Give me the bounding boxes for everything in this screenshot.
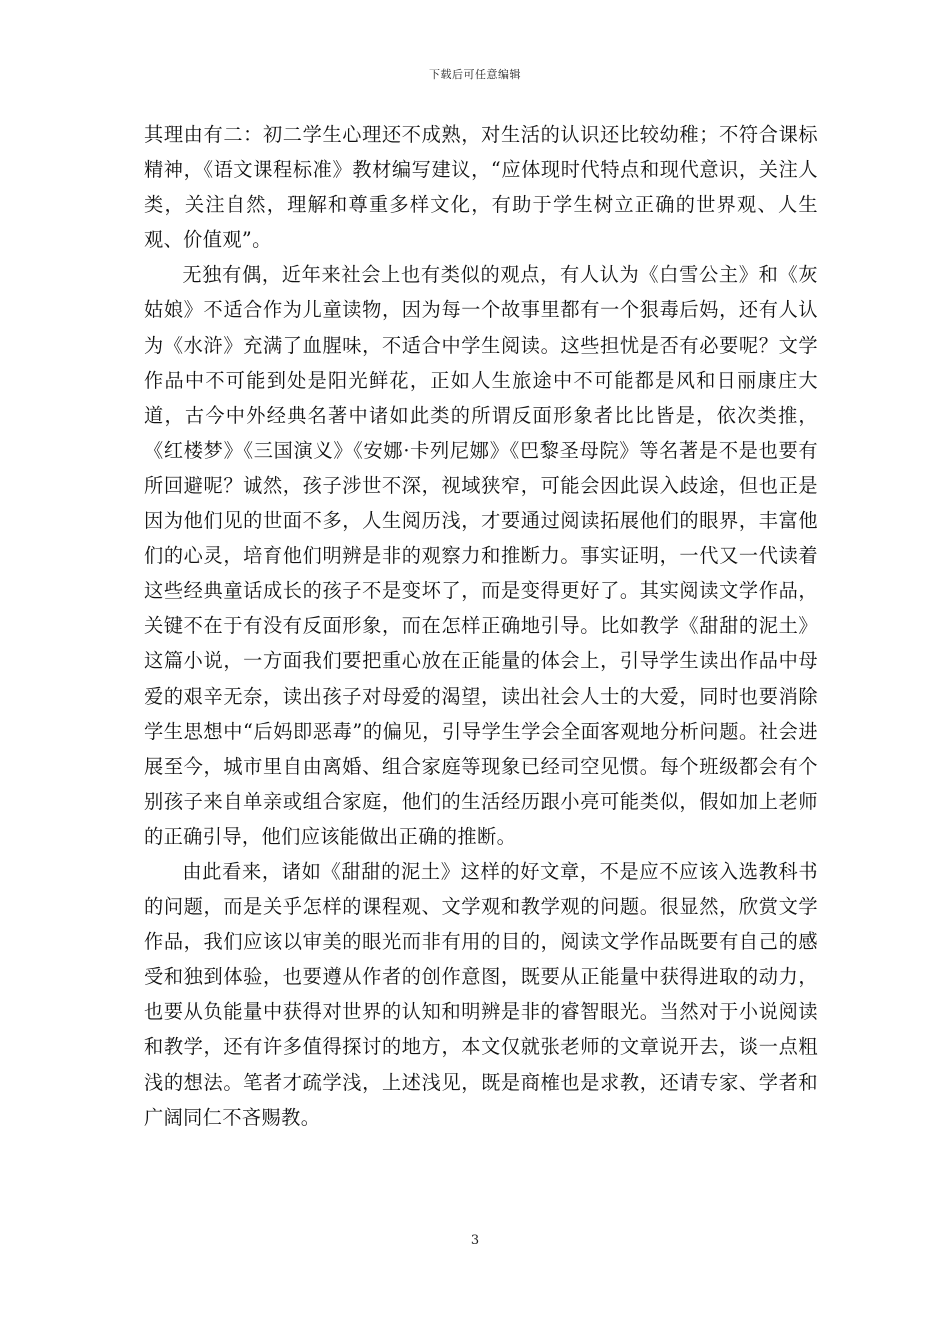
body-text [144, 117, 818, 1135]
paragraph-2: 无独有偶，近年来社会上也有类似的观点，有人认为《白雪公主》和《灰姑娘》不适合作为儿童读物，因为每一个故事里都有一个狠毒后妈，还有人认为《水浒》充满了血腥味，不适合中学生阅读。这些担忧是否有必要呢？文学作品中不可能到处是阳光鲜花，正如人生旅途中不可能都是风和日丽康庄大道，古今中外经典名著中诸如此类的所谓反面形象者比比皆是，依次类推，《红楼梦》《三国演义》《安娜·卡列尼娜》《巴黎圣母院》等名著是不是也要有所回避呢？诚然，孩子涉世不深，视域狭窄，可能会因此误入歧途，但也正是因为他们见的世面不多，人生阅历浅，才要通过阅读拓展他们的眼界，丰富他们的心灵，培育他们明辨是非的观察力和推断力。事实证明，一代又一代读着这些经典童话成长的孩子不是变坏了，而是变得更好了。其实阅读文学作品，关键不在于有没有反面形象，而在怎样正确地引导。比如教学《甜甜的泥土》这篇小说，一方面我们要把重心放在正能量的体会上，引导学生读出作品中母爱的艰辛无奈，读出孩子对母爱的渴望，读出社会人士的大爱，同时也要消除学生思想中“后妈即恶毒”的偏见，引导学生学会全面客观地分析问题。社会进展至今，城市里自由离婚、组合家庭等现象已经司空见惯。每个班级都会有个别孩子来自单亲或组合家庭，他们的生活经历跟小亮可能类似，假如加上老师的正确引导，他们应该能做出正确的推断。 [144, 263, 818, 848]
page-header: 下载后可任意编辑 [429, 68, 521, 81]
paragraph-3: 由此看来，诸如《甜甜的泥土》这样的好文章，不是应不应该入选教科书的问题，而是关乎怎样的课程观、文学观和教学观的问题。很显然，欣赏文学作品，我们应该以审美的眼光而非有用的目的，阅读文学作品既要有自己的感受和独到体验，也要遵从作者的创作意图，既要从正能量中获得进取的动力，也要从负能量中获得对世界的认知和明辨是非的睿智眼光。当然对于小说阅读和教学，还有许多值得探讨的地方，本文仅就张老师的文章说开去，谈一点粗浅的想法。笔者才疏学浅，上述浅见，既是商榷也是求教，还请专家、学者和广阔同仁不吝赐教。 [144, 859, 818, 1129]
paragraph-1: 其理由有二：初二学生心理还不成熟，对生活的认识还比较幼稚；不符合课标精神，《语文课程标准》教材编写建议，“应体现时代特点和现代意识，关注人类，关注自然，理解和尊重多样文化，有助于学生树立正确的世界观、人生观、价值观”。 [144, 123, 818, 252]
page-number: 3 [470, 1233, 480, 1248]
